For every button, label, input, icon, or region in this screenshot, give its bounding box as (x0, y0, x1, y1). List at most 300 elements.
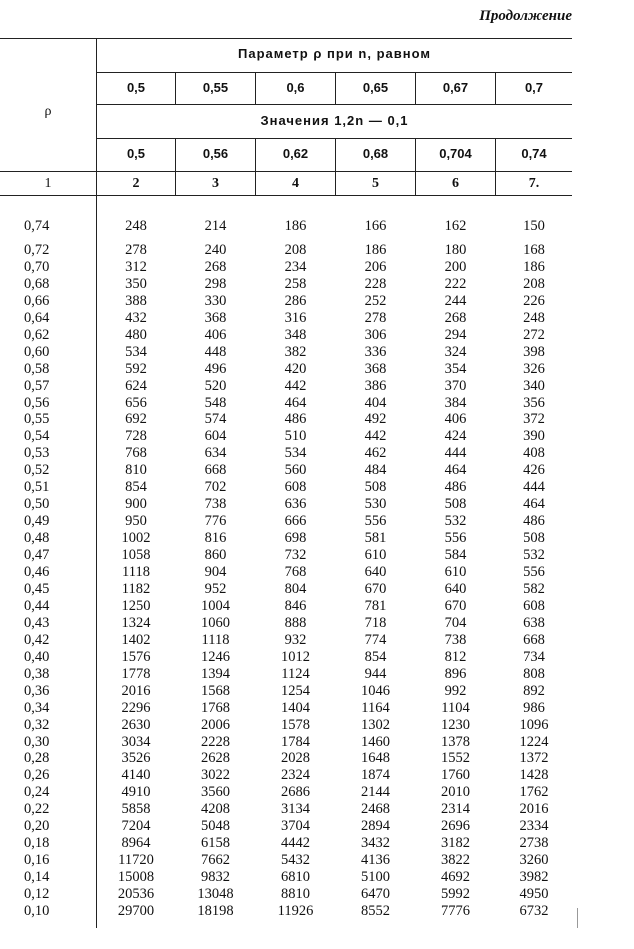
table-cell: 768 (284, 564, 307, 580)
table-cell: 904 (204, 564, 227, 580)
table-row (0, 597, 560, 614)
table-cell: 704 (444, 614, 467, 631)
rho-value: 0,56 (24, 394, 50, 411)
table-cell: 272 (523, 326, 545, 343)
table-cell: 1250 (121, 597, 151, 614)
rho-value: 0,47 (24, 547, 50, 564)
rule-header-bottom (0, 171, 572, 172)
rule-top (0, 38, 572, 39)
table-row (0, 614, 560, 631)
table-cell: 508 (523, 530, 545, 547)
table-cell: 860 (204, 547, 227, 564)
rho-value: 0,58 (24, 360, 50, 377)
table-row (0, 888, 560, 901)
table-cell: 4140 (121, 767, 151, 784)
table-cell: 728 (125, 428, 147, 445)
table-cell: 808 (523, 665, 545, 682)
rho-value: 0,48 (24, 530, 50, 547)
table-cell: 244 (444, 292, 467, 309)
table-cell: 2468 (361, 801, 390, 818)
table-cell: 2028 (281, 750, 310, 767)
table-row (0, 580, 560, 597)
table-row (0, 309, 560, 326)
table-cell: 5858 (121, 801, 151, 818)
table-cell: 200 (444, 258, 467, 275)
table-cell: 356 (523, 394, 545, 411)
table-cell: 2228 (201, 733, 230, 750)
rho-value: 0,18 (24, 835, 50, 852)
rho-value: 0,60 (24, 343, 50, 360)
table-row (0, 733, 560, 750)
table-cell: 1124 (281, 665, 310, 682)
table-row (0, 343, 560, 360)
table-cell: 812 (444, 648, 467, 665)
table-cell: 944 (364, 665, 387, 682)
table-row (0, 498, 560, 511)
table-cell: 390 (523, 428, 545, 445)
parameter-title: Параметр ρ при n, равном (238, 46, 431, 61)
table-cell: 582 (523, 580, 545, 597)
table-cell: 294 (444, 326, 467, 343)
table-cell: 8964 (121, 835, 151, 852)
rho-value: 0,64 (24, 309, 50, 326)
table-cell: 3982 (519, 869, 549, 886)
rule-colnum-bottom (0, 195, 572, 196)
table-cell: 326 (523, 360, 545, 377)
column-number: 6 (452, 176, 459, 191)
table-cell: 581 (364, 530, 387, 547)
table-cell: 1118 (201, 631, 230, 648)
table-cell: 5048 (201, 818, 230, 835)
table-cell: 6470 (361, 886, 390, 903)
table-row (0, 871, 560, 884)
table-cell: 4910 (121, 784, 151, 801)
table-cell: 734 (523, 648, 545, 665)
table-cell: 768 (125, 445, 147, 462)
table-cell: 610 (364, 547, 387, 564)
table-cell: 636 (284, 496, 307, 513)
table-cell: 520 (204, 377, 227, 394)
table-cell: 2006 (201, 716, 230, 733)
table-cell: 324 (444, 343, 467, 360)
rho-value: 0,66 (24, 292, 50, 309)
table-cell: 486 (523, 513, 545, 530)
column-number: 5 (372, 176, 379, 191)
table-cell: 1012 (281, 648, 310, 665)
derived-value-cell: 0,68 (362, 146, 389, 161)
table-cell: 444 (444, 445, 467, 462)
rho-value: 0,70 (24, 258, 50, 275)
table-cell: 702 (204, 479, 227, 496)
table-cell: 668 (523, 631, 545, 648)
table-cell: 2324 (281, 767, 310, 784)
table-cell: 854 (364, 648, 387, 665)
table-cell: 530 (364, 496, 387, 513)
table-row (0, 769, 560, 782)
n-value-cell: 0,6 (286, 80, 305, 95)
table-cell: 1302 (361, 716, 390, 733)
table-cell: 638 (523, 614, 545, 631)
table-cell: 278 (364, 309, 387, 326)
table-cell: 426 (523, 462, 545, 479)
table-cell: 1164 (361, 699, 390, 716)
rho-value: 0,43 (24, 614, 50, 631)
table-row (0, 447, 560, 460)
table-cell: 854 (125, 479, 147, 496)
table-cell: 6732 (519, 903, 549, 919)
table-cell: 510 (284, 428, 307, 445)
rho-value: 0,32 (24, 716, 50, 733)
table-cell: 2296 (121, 699, 151, 716)
table-row (0, 716, 560, 733)
table-cell: 406 (204, 326, 227, 343)
table-cell: 448 (204, 343, 227, 360)
table-cell: 406 (444, 411, 467, 428)
table-cell: 560 (284, 462, 307, 479)
n-value-cell: 0,67 (442, 80, 469, 95)
table-row (0, 566, 560, 579)
rho-value: 0,51 (24, 479, 50, 496)
table-cell: 1784 (281, 733, 310, 750)
table-cell: 384 (444, 394, 467, 411)
column-number: 3 (212, 176, 219, 191)
table-cell: 1096 (519, 716, 549, 733)
table-cell: 4692 (441, 869, 470, 886)
rho-value: 0,10 (24, 903, 50, 919)
table-cell: 7776 (441, 903, 470, 919)
table-cell: 548 (204, 394, 227, 411)
table-cell: 6810 (281, 869, 310, 886)
table-cell: 2144 (361, 784, 390, 801)
table-cell: 3704 (281, 818, 310, 835)
table-cell: 248 (523, 309, 545, 326)
table-cell: 4950 (519, 886, 549, 903)
table-cell: 718 (364, 614, 387, 631)
table-cell: 336 (364, 343, 387, 360)
column-number: 1 (44, 176, 52, 191)
table-cell: 7204 (121, 818, 151, 835)
column-number: 4 (292, 176, 299, 191)
table-cell: 534 (284, 445, 307, 462)
table-cell: 464 (444, 462, 467, 479)
table-cell: 732 (284, 547, 307, 564)
table-cell: 8552 (361, 903, 390, 919)
table-cell: 1460 (361, 733, 390, 750)
table-cell: 298 (204, 275, 227, 292)
table-cell: 1568 (201, 682, 230, 699)
table-cell: 444 (523, 479, 545, 496)
table-cell: 464 (523, 496, 545, 513)
table-cell: 5100 (361, 869, 390, 886)
table-cell: 186 (364, 241, 387, 258)
table-row (0, 413, 560, 426)
table-cell: 370 (444, 377, 467, 394)
table-cell: 11720 (118, 852, 154, 869)
table-cell: 3182 (441, 835, 470, 852)
table-cell: 6158 (201, 835, 230, 852)
table-cell: 442 (284, 377, 307, 394)
table-row (0, 220, 560, 233)
table-row (0, 803, 560, 816)
table-cell: 1046 (361, 682, 390, 699)
derived-value-cell: 0,62 (282, 146, 309, 161)
table-cell: 634 (204, 445, 227, 462)
table-cell: 640 (444, 580, 467, 597)
table-cell: 2628 (201, 750, 230, 767)
table-cell: 29700 (117, 903, 155, 919)
table-cell: 2314 (441, 801, 470, 818)
rho-value: 0,62 (24, 326, 50, 343)
table-cell: 206 (364, 258, 387, 275)
table-cell: 226 (523, 292, 545, 309)
table-row (0, 532, 560, 545)
table-cell: 464 (284, 394, 307, 411)
table-row (0, 631, 560, 648)
table-cell: 306 (364, 326, 387, 343)
derived-value-cell: 0,56 (202, 146, 229, 161)
rho-value: 0,40 (24, 648, 50, 665)
table-cell: 484 (364, 462, 387, 479)
table-cell: 420 (284, 360, 307, 377)
table-cell: 1182 (121, 580, 151, 597)
rho-value: 0,52 (24, 462, 50, 479)
rho-value: 0,45 (24, 580, 50, 597)
table-cell: 1402 (121, 631, 151, 648)
table-cell: 992 (444, 682, 467, 699)
table-cell: 214 (204, 218, 227, 234)
table-cell: 150 (523, 218, 545, 234)
table-cell: 330 (204, 292, 227, 309)
table-cell: 3560 (201, 784, 230, 801)
table-cell: 608 (523, 597, 545, 614)
table-cell: 162 (444, 218, 467, 234)
table-cell: 424 (444, 428, 467, 445)
table-cell: 774 (364, 631, 387, 648)
table-cell: 656 (125, 394, 147, 411)
table-cell: 584 (444, 547, 467, 564)
rho-value: 0,72 (24, 241, 50, 258)
table-cell: 432 (125, 309, 147, 326)
table-cell: 388 (125, 292, 147, 309)
table-cell: 1246 (201, 648, 230, 665)
table-cell: 486 (284, 411, 307, 428)
table-cell: 1762 (519, 784, 549, 801)
rho-value: 0,20 (24, 818, 50, 835)
rho-value: 0,38 (24, 665, 50, 682)
table-cell: 186 (284, 218, 307, 234)
rho-value: 0,54 (24, 428, 50, 445)
table-cell: 496 (204, 360, 227, 377)
table-row (0, 820, 560, 833)
table-cell: 408 (523, 445, 545, 462)
table-cell: 2696 (441, 818, 470, 835)
n-value-cell: 0,7 (524, 80, 544, 95)
table-cell: 3034 (121, 733, 151, 750)
table-row (0, 665, 560, 682)
table-row (0, 275, 560, 292)
rho-value: 0,16 (24, 852, 50, 869)
table-cell: 738 (204, 496, 227, 513)
table-cell: 5992 (441, 886, 470, 903)
table-cell: 816 (204, 530, 227, 547)
rho-column-header: ρ (44, 104, 52, 119)
table-cell: 386 (364, 377, 387, 394)
table-cell: 2738 (519, 835, 549, 852)
table-cell: 462 (364, 445, 387, 462)
table-cell: 1004 (201, 597, 230, 614)
table-cell: 398 (523, 343, 545, 360)
table-cell: 2894 (361, 818, 390, 835)
derived-value-cell: 0,74 (521, 146, 547, 161)
table-cell: 268 (444, 309, 467, 326)
table-row (0, 699, 560, 716)
table-cell: 900 (125, 496, 147, 513)
table-cell: 368 (364, 360, 387, 377)
table-cell: 804 (284, 580, 307, 597)
rho-value: 0,30 (24, 733, 50, 750)
table-cell: 11926 (277, 903, 314, 919)
table-cell: 1394 (201, 665, 230, 682)
table-cell: 1104 (441, 699, 470, 716)
table-cell: 670 (444, 597, 467, 614)
table-cell: 20536 (117, 886, 155, 903)
table-row (0, 377, 560, 394)
rho-value: 0,53 (24, 445, 50, 462)
table-cell: 208 (523, 275, 545, 292)
table-cell: 932 (284, 631, 307, 648)
table-cell: 166 (364, 218, 387, 234)
table-cell: 1118 (122, 564, 150, 580)
table-cell: 316 (284, 309, 307, 326)
table-cell: 1002 (121, 530, 151, 547)
table-cell: 404 (364, 394, 387, 411)
table-cell: 532 (523, 547, 545, 564)
table-cell: 1552 (441, 750, 470, 767)
table-cell: 18198 (197, 903, 234, 919)
table-cell: 2016 (519, 801, 549, 818)
table-cell: 1058 (121, 547, 151, 564)
table-cell: 604 (204, 428, 227, 445)
table-cell: 9832 (201, 869, 230, 886)
table-cell: 15008 (117, 869, 155, 886)
table-cell: 624 (125, 377, 147, 394)
table-cell: 286 (284, 292, 307, 309)
rho-value: 0,46 (24, 564, 50, 580)
table-cell: 340 (523, 377, 545, 394)
table-cell: 1760 (441, 767, 470, 784)
table-cell: 668 (204, 462, 227, 479)
rho-value: 0,36 (24, 682, 50, 699)
table-row (0, 360, 560, 377)
derived-value-cell: 0,704 (439, 146, 472, 161)
table-cell: 670 (364, 580, 387, 597)
table-cell: 368 (204, 309, 227, 326)
n-value-cell: 0,55 (202, 80, 229, 95)
table-cell: 2630 (121, 716, 151, 733)
table-row (0, 905, 560, 918)
table-cell: 508 (364, 479, 387, 496)
table-cell: 574 (204, 411, 227, 428)
table-row (0, 515, 560, 528)
table-cell: 248 (125, 218, 147, 234)
table-cell: 228 (364, 275, 387, 292)
table-cell: 8810 (281, 886, 310, 903)
table-cell: 2686 (281, 784, 310, 801)
table-row (0, 326, 560, 343)
table-cell: 7662 (201, 852, 230, 869)
table-cell: 3526 (121, 750, 151, 767)
table-row (0, 481, 560, 494)
table-cell: 532 (444, 513, 467, 530)
table-cell: 354 (444, 360, 467, 377)
table-cell: 738 (444, 631, 467, 648)
table-cell: 1254 (281, 682, 310, 699)
table-cell: 610 (444, 564, 467, 580)
table-cell: 278 (125, 241, 147, 258)
table-row (0, 786, 560, 799)
table-cell: 952 (204, 580, 227, 597)
table-cell: 234 (284, 258, 307, 275)
table-cell: 382 (284, 343, 307, 360)
table-cell: 186 (523, 258, 545, 275)
table-cell: 1576 (121, 648, 151, 665)
table-cell: 896 (444, 665, 467, 682)
table-cell: 592 (125, 360, 147, 377)
table-cell: 2334 (519, 818, 549, 835)
table-cell: 208 (284, 241, 307, 258)
table-row (0, 682, 560, 699)
rho-value: 0,14 (24, 869, 50, 886)
table-cell: 3432 (361, 835, 390, 852)
column-number: 2 (132, 176, 140, 191)
table-cell: 698 (284, 530, 307, 547)
rho-value: 0,24 (24, 784, 50, 801)
table-cell: 950 (125, 513, 147, 530)
table-cell: 986 (523, 699, 545, 716)
rho-value: 0,55 (24, 411, 50, 428)
table-cell: 556 (364, 513, 387, 530)
rho-value: 0,12 (24, 886, 50, 903)
table-cell: 258 (284, 275, 307, 292)
table-cell: 168 (523, 241, 545, 258)
values-title: Значения 1,2n — 0,1 (260, 113, 409, 128)
table-cell: 480 (125, 326, 147, 343)
table-cell: 1874 (361, 767, 390, 784)
table-row (0, 258, 560, 275)
table-cell: 3260 (519, 852, 549, 869)
table-cell: 4136 (361, 852, 390, 869)
table-cell: 1230 (441, 716, 470, 733)
table-row (0, 854, 560, 867)
rho-value: 0,50 (24, 496, 50, 513)
table-cell: 13048 (197, 886, 234, 903)
rho-value: 0,26 (24, 767, 50, 784)
table-cell: 442 (364, 428, 387, 445)
table-row (0, 292, 560, 309)
table-cell: 180 (444, 241, 467, 258)
rho-value: 0,22 (24, 801, 50, 818)
table-cell: 1768 (201, 699, 230, 716)
table-cell: 640 (364, 564, 387, 580)
table-cell: 268 (204, 258, 227, 275)
table-cell: 692 (125, 411, 147, 428)
table-row (0, 464, 560, 477)
table-row (0, 394, 560, 411)
n-value-cell: 0,65 (362, 80, 389, 95)
rho-value: 0,49 (24, 513, 50, 530)
table-cell: 4208 (201, 801, 230, 818)
table-cell: 608 (284, 479, 307, 496)
